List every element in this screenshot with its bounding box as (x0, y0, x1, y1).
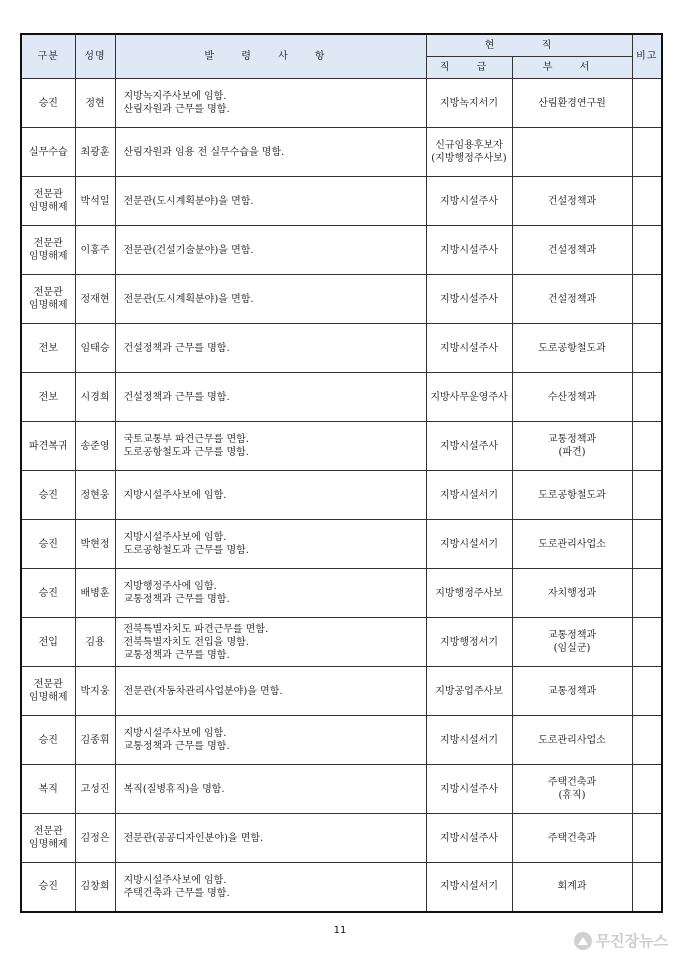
category-cell-line: 파견복귀 (28, 440, 68, 452)
order-cell (115, 177, 426, 226)
table-row (21, 520, 662, 569)
department-cell (512, 618, 632, 667)
watermark-logo (574, 930, 668, 951)
order-cell (115, 226, 426, 275)
order-cell-line: 교통정책과 근무를 명함. (123, 649, 230, 661)
department-cell-line: 건설정책과 (547, 244, 597, 256)
category-cell-line: 복직 (38, 783, 58, 795)
name-cell: 송준영 (75, 422, 115, 471)
department-cell-line: 도로관리사업소 (538, 538, 606, 550)
rank-cell (426, 373, 512, 422)
mountain-logo-icon (574, 932, 592, 950)
category-cell (21, 863, 75, 912)
department-cell-line: (파견) (558, 447, 586, 458)
name-cell: 김창희 (75, 863, 115, 912)
department-cell (512, 226, 632, 275)
order-cell (115, 79, 426, 128)
table-row (21, 471, 662, 520)
category-cell (21, 716, 75, 765)
category-cell (21, 618, 75, 667)
department-cell (512, 569, 632, 618)
header-name: 성명 (75, 34, 115, 79)
remarks-cell (632, 618, 662, 667)
order-cell (115, 520, 426, 569)
category-cell-line: 전입 (38, 636, 58, 648)
order-cell-line: 전문관(공공디자인분야)을 면함. (123, 832, 264, 844)
table-row (21, 79, 662, 128)
category-cell (21, 667, 75, 716)
order-cell-line: 지방시설주사보에 임함. (123, 532, 227, 543)
remarks-cell (632, 863, 662, 912)
order-cell-line: 전문관(도시계획분야)을 면함. (123, 293, 254, 305)
name-cell: 박현정 (75, 520, 115, 569)
category-cell-line: 승진 (38, 734, 58, 746)
category-cell (21, 520, 75, 569)
order-cell-line: 전북특별자치도 전입을 명함. (123, 636, 249, 648)
rank-cell-line: 지방행정주사보 (435, 587, 503, 599)
name-cell: 박석일 (75, 177, 115, 226)
order-cell-line: 전문관(건설기술분야)을 면함. (123, 244, 254, 256)
department-cell-line: 산림환경연구원 (538, 97, 606, 109)
category-cell (21, 79, 75, 128)
rank-cell-line: 지방행정서기 (440, 636, 498, 648)
order-cell-line: 지방녹지주사보에 임함. (123, 91, 227, 102)
rank-cell (426, 863, 512, 912)
name-cell: 정재현 (75, 275, 115, 324)
category-cell-line: 승진 (38, 587, 58, 599)
remarks-cell (632, 79, 662, 128)
category-cell-line: 실무수습 (28, 146, 68, 158)
order-cell (115, 471, 426, 520)
rank-cell-line: 지방시설주사 (440, 244, 498, 256)
category-cell-line: 임명해제 (28, 839, 68, 850)
department-cell-line: 교통정책과 (547, 630, 597, 641)
header-category: 구분 (21, 34, 75, 79)
category-cell (21, 226, 75, 275)
department-cell (512, 667, 632, 716)
order-cell-line: 건설정책과 근무를 명함. (123, 342, 230, 354)
name-cell: 임태승 (75, 324, 115, 373)
rank-cell-line: 지방시설주사 (440, 293, 498, 305)
personnel-order-table (20, 33, 663, 913)
name-cell: 고성진 (75, 765, 115, 814)
table-header (21, 34, 662, 79)
category-cell-line: 승진 (38, 489, 58, 501)
rank-cell (426, 716, 512, 765)
remarks-cell (632, 177, 662, 226)
table-row (21, 128, 662, 177)
category-cell-line: 임명해제 (28, 300, 68, 311)
department-cell (512, 324, 632, 373)
department-cell (512, 765, 632, 814)
order-cell-line: 전문관(도시계획분야)을 면함. (123, 195, 254, 207)
category-cell-line: 임명해제 (28, 692, 68, 703)
table-row (21, 226, 662, 275)
category-cell (21, 765, 75, 814)
order-cell-line: 교통정책과 근무를 명함. (123, 594, 230, 605)
order-cell-line: 주택건축과 근무를 명함. (123, 887, 230, 899)
category-cell (21, 128, 75, 177)
order-cell-line: 도로공항철도과 근무를 명함. (123, 545, 249, 556)
rank-cell-line: 지방시설주사 (440, 195, 498, 207)
table-row (21, 422, 662, 471)
order-cell-line: 전북특별자치도 파견근무를 면함. (123, 623, 269, 635)
category-cell-line: 승진 (38, 538, 58, 550)
header-order: 발 령 사 항 (115, 34, 426, 79)
rank-cell (426, 618, 512, 667)
remarks-cell (632, 814, 662, 863)
table-row (21, 569, 662, 618)
remarks-cell (632, 569, 662, 618)
order-cell-line: 국토교통부 파견근무를 면함. (123, 434, 249, 445)
order-cell (115, 667, 426, 716)
name-cell: 박지웅 (75, 667, 115, 716)
name-cell: 최광훈 (75, 128, 115, 177)
order-cell (115, 814, 426, 863)
department-cell (512, 373, 632, 422)
order-cell-line: 지방시설주사보에 임함. (123, 728, 227, 739)
name-cell: 이홍주 (75, 226, 115, 275)
category-cell-line: 승진 (38, 881, 58, 893)
rank-cell (426, 128, 512, 177)
department-cell-line: 교통정책과 (547, 685, 597, 697)
order-cell-line: 지방시설주사보에 임함. (123, 874, 227, 886)
department-cell (512, 471, 632, 520)
department-cell-line: 도로공항철도과 (538, 489, 606, 501)
category-cell-line: 임명해제 (28, 251, 68, 262)
header-current-position: 현 직 (426, 34, 632, 57)
rank-cell (426, 324, 512, 373)
department-cell (512, 716, 632, 765)
watermark-text: 무진장뉴스 (595, 932, 668, 950)
table-row (21, 373, 662, 422)
rank-cell (426, 520, 512, 569)
department-cell (512, 520, 632, 569)
rank-cell-line: 지방시설주사 (440, 342, 498, 354)
order-cell (115, 275, 426, 324)
department-cell-line: 건설정책과 (547, 195, 597, 207)
header-rank: 직 급 (426, 57, 512, 79)
department-cell (512, 422, 632, 471)
department-cell (512, 863, 632, 912)
remarks-cell (632, 667, 662, 716)
table-row (21, 618, 662, 667)
category-cell-line: 전문관 (33, 826, 63, 837)
order-cell-line: 건설정책과 근무를 명함. (123, 391, 230, 403)
rank-cell (426, 569, 512, 618)
rank-cell (426, 422, 512, 471)
category-cell-line: 전문관 (33, 287, 63, 298)
order-cell (115, 373, 426, 422)
category-cell (21, 275, 75, 324)
rank-cell (426, 226, 512, 275)
category-cell (21, 569, 75, 618)
order-cell (115, 569, 426, 618)
table-row (21, 716, 662, 765)
department-cell-line: 수산정책과 (547, 391, 597, 403)
rank-cell-line: (지방행정주사보) (431, 153, 507, 164)
order-cell-line: 지방시설주사보에 임함. (123, 489, 227, 501)
table-row (21, 275, 662, 324)
remarks-cell (632, 422, 662, 471)
category-cell-line: 승진 (38, 97, 58, 109)
remarks-cell (632, 275, 662, 324)
order-cell (115, 422, 426, 471)
category-cell (21, 814, 75, 863)
category-cell (21, 471, 75, 520)
rank-cell (426, 275, 512, 324)
remarks-cell (632, 128, 662, 177)
name-cell: 김종휘 (75, 716, 115, 765)
order-cell-line: 복직(질병휴직)을 명함. (123, 783, 225, 795)
table-body (21, 79, 662, 912)
table-row (21, 814, 662, 863)
remarks-cell (632, 226, 662, 275)
order-cell-line: 산림자원과 임용 전 실무수습을 명함. (123, 146, 285, 158)
order-cell-line: 도로공항철도과 근무를 명함. (123, 447, 249, 458)
department-cell (512, 128, 632, 177)
table-row (21, 667, 662, 716)
department-cell-line: 자치행정과 (547, 587, 597, 599)
department-cell-line: 주택건축과 (547, 832, 597, 844)
name-cell: 김용 (75, 618, 115, 667)
rank-cell-line: 지방시설서기 (440, 538, 498, 550)
order-cell-line: 교통정책과 근무를 명함. (123, 741, 230, 752)
department-cell-line: 건설정책과 (547, 293, 597, 305)
rank-cell-line: 지방시설서기 (440, 489, 498, 501)
category-cell (21, 177, 75, 226)
department-cell-line: 회계과 (557, 881, 587, 893)
order-cell (115, 765, 426, 814)
name-cell: 정현웅 (75, 471, 115, 520)
order-cell-line: 전문관(자동차관리사업분야)을 면함. (123, 685, 283, 697)
remarks-cell (632, 716, 662, 765)
rank-cell-line: 지방시설주사 (440, 440, 498, 452)
name-cell: 김정은 (75, 814, 115, 863)
rank-cell-line: 지방시설주사 (440, 783, 498, 795)
department-cell-line: 주택건축과 (547, 777, 597, 788)
remarks-cell (632, 373, 662, 422)
department-cell-line: 도로공항철도과 (538, 342, 606, 354)
rank-cell-line: 신규임용후보자 (435, 140, 503, 151)
rank-cell (426, 814, 512, 863)
rank-cell-line: 지방시설서기 (440, 734, 498, 746)
department-cell-line: (휴직) (558, 790, 586, 801)
department-cell (512, 814, 632, 863)
order-cell (115, 716, 426, 765)
page-number: 11 (333, 925, 347, 936)
category-cell-line: 전보 (38, 342, 58, 354)
department-cell-line: 교통정책과 (547, 434, 597, 445)
rank-cell (426, 471, 512, 520)
remarks-cell (632, 324, 662, 373)
header-department: 부 서 (512, 57, 632, 79)
category-cell (21, 373, 75, 422)
remarks-cell (632, 765, 662, 814)
rank-cell (426, 765, 512, 814)
rank-cell-line: 지방사무운영주사 (430, 391, 508, 403)
order-cell (115, 618, 426, 667)
header-remarks: 비고 (632, 34, 662, 79)
rank-cell-line: 지방녹지서기 (440, 97, 498, 109)
order-cell-line: 산림자원과 근무를 명함. (123, 104, 230, 115)
rank-cell (426, 667, 512, 716)
order-cell (115, 324, 426, 373)
category-cell (21, 324, 75, 373)
order-cell-line: 지방행정주사에 임함. (123, 581, 217, 592)
department-cell (512, 79, 632, 128)
table-row (21, 765, 662, 814)
category-cell-line: 임명해제 (28, 202, 68, 213)
department-cell (512, 177, 632, 226)
category-cell-line: 전보 (38, 391, 58, 403)
order-cell (115, 128, 426, 177)
department-cell (512, 275, 632, 324)
department-cell-line: (임실군) (553, 643, 591, 654)
remarks-cell (632, 471, 662, 520)
rank-cell-line: 지방시설서기 (440, 881, 498, 893)
rank-cell-line: 지방공업주사보 (435, 685, 503, 697)
rank-cell-line: 지방시설주사 (440, 832, 498, 844)
remarks-cell (632, 520, 662, 569)
table-row (21, 324, 662, 373)
category-cell (21, 422, 75, 471)
department-cell-line: 도로관리사업소 (538, 734, 606, 746)
category-cell-line: 전문관 (33, 238, 63, 249)
name-cell: 배병훈 (75, 569, 115, 618)
category-cell-line: 전문관 (33, 679, 63, 690)
category-cell-line: 전문관 (33, 189, 63, 200)
name-cell: 정현 (75, 79, 115, 128)
order-cell (115, 863, 426, 912)
rank-cell (426, 79, 512, 128)
table-row (21, 177, 662, 226)
table-row (21, 863, 662, 912)
rank-cell (426, 177, 512, 226)
name-cell: 시경희 (75, 373, 115, 422)
